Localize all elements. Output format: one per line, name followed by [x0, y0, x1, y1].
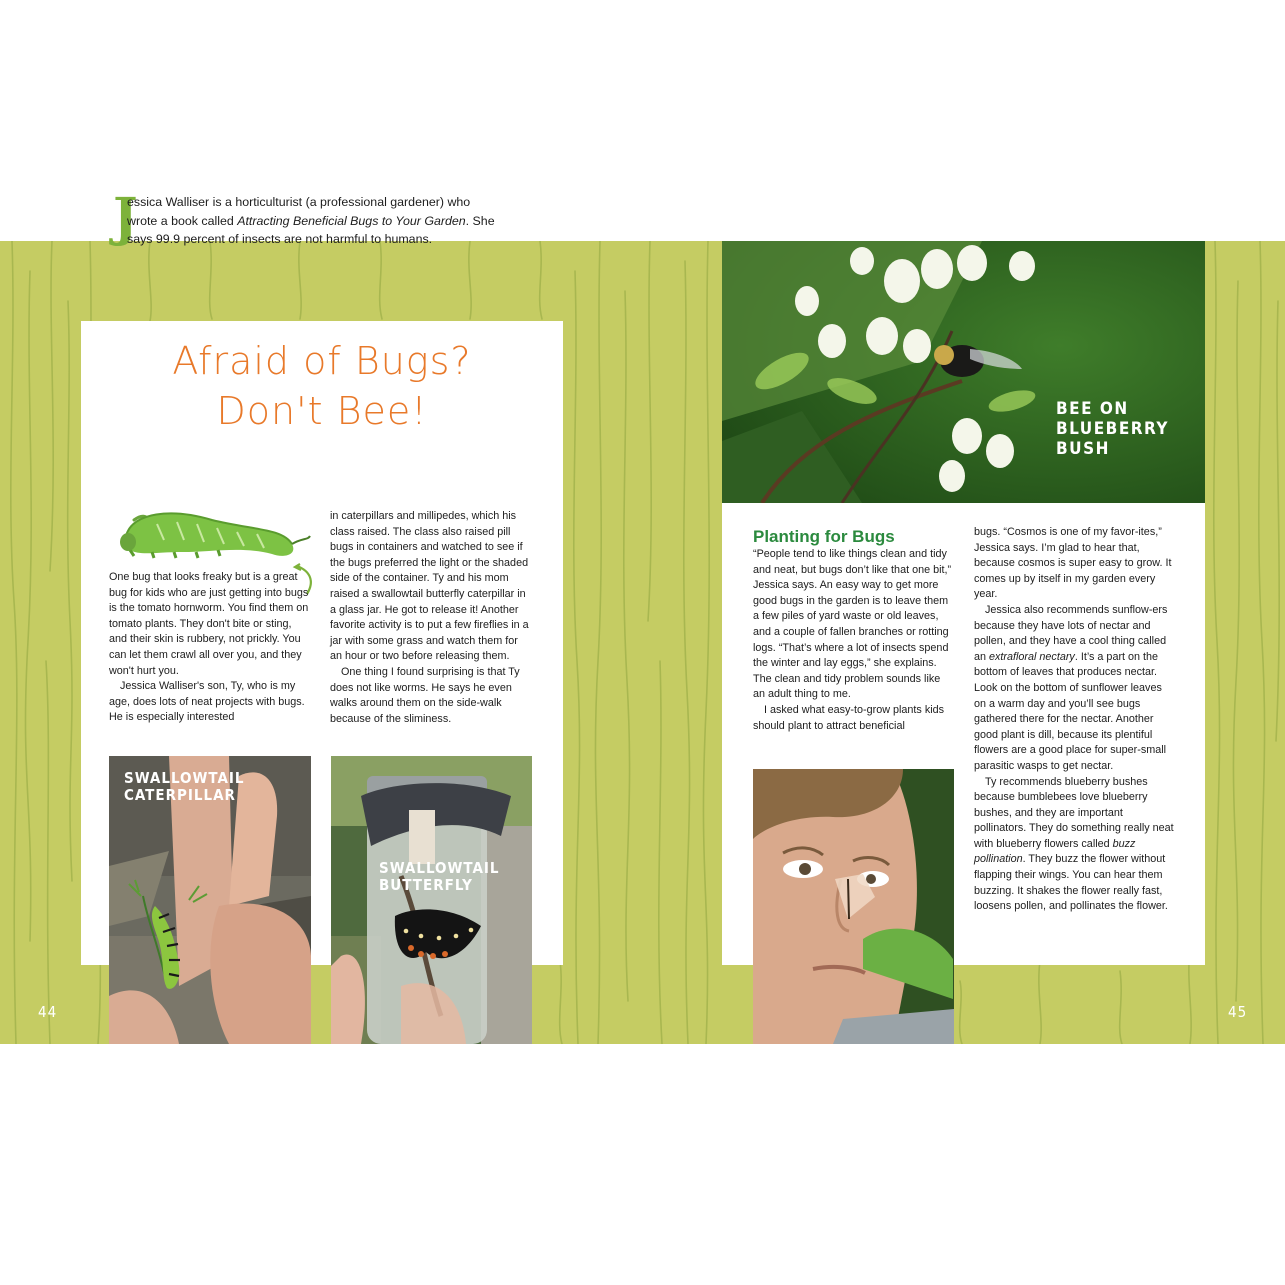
text: . They buzz the flower without flapping their wings. You can hear them buzzing. It shakes the flower really fast, loosens pollen, and pollinates the flower.: [974, 853, 1168, 913]
paragraph: One thing I found surprising is that Ty does not like worms. He says he even walks around them on the side-walk because of the sliminess.: [330, 665, 520, 725]
bee-caption: [1056, 399, 1169, 459]
paragraph: in caterpillars and millipedes, which his class raised. The class also raised pill bugs in containers and watched to see if the bugs preferred the light or the shaded side of the container. Ty and his mom raised a swallowtail butterfly caterpillar in a glass jar. He got to release it! Another favorite activity is to put a few fireflies in a jar with some grass and watch them for an hour or two before releasing them.: [330, 510, 529, 663]
caption-line: CATERPILLAR: [124, 786, 236, 804]
text: . It’s a part on the bottom of leaves that produces nectar. Look on the bottom of sunflower leaves on a warm day and you’ll see bugs gathered there for the nectar. Another good plant is dill, because its plentiful flowers are a good place for super-small parasitic wasps to get nectar.: [974, 650, 1167, 772]
caterpillar-photo: [109, 756, 311, 1044]
right-column-1: [753, 547, 953, 734]
text: Jessica also recommends sunflow-ers because they have lots of nectar and pollen, and they have a cool thing called an: [974, 603, 1168, 663]
butterfly-caption: [379, 860, 500, 894]
intro-paragraph: [127, 193, 522, 249]
book-title: Attracting Beneficial Bugs to Your Garden: [237, 213, 466, 228]
paragraph: “People tend to like things clean and tidy and neat, but bugs don’t like that one bit,” Jessica says. An easy way to get more good bugs in the garden is to leave them a few piles of yard waste or old leaves, and a couple of fallen branches or rotting logs. “That’s where a lot of insects spend the winter and lay eggs,” she explains. The clean and tidy problem sounds like an adult thing to me.: [753, 548, 952, 701]
right-column-2: [974, 525, 1176, 915]
italic-term: buzz pollination: [974, 837, 1136, 866]
text: Ty recommends blueberry bushes because bumblebees love blueberry bushes, and they are important pollinators. They do something really neat with blueberry flowers called: [974, 775, 1174, 850]
bee-blueberry-photo: [722, 241, 1205, 503]
article-title-line1: Afraid of Bugs?: [172, 339, 472, 383]
article-title-line2: Don't Bee!: [216, 389, 428, 433]
intro-text: wrote a book called: [127, 213, 238, 228]
caption-line: BUTTERFLY: [379, 876, 473, 894]
paragraph: [974, 603, 1176, 775]
butterfly-jar-photo: [331, 756, 532, 1044]
left-column-2: [330, 509, 530, 727]
caption-line: BEE ON: [1056, 399, 1129, 419]
paragraph: Jessica Walliser's son, Ty, who is my age, does lots of neat projects with bugs. He is especially interested: [109, 680, 305, 724]
caption-line: SWALLOWTAIL: [379, 859, 500, 877]
intro-line-1: essica Walliser is a horticulturist (a professional gardener) who: [127, 195, 471, 209]
page-number-right: 45: [1228, 1003, 1248, 1021]
boy-butterfly-photo: [753, 769, 954, 1044]
caption-line: SWALLOWTAIL: [124, 769, 245, 787]
italic-term: extrafloral nectary: [989, 650, 1075, 663]
intro-line-2: [127, 212, 522, 231]
paragraph: One bug that looks freaky but is a great bug for kids who are just getting into bugs is the tomato hornworm. You find them on tomato plants. They don't bite or sting, and their skin is rubbery, not prickly. You can let them crawl all over you, and they won't hurt you.: [109, 571, 309, 677]
page-number-left: 44: [38, 1003, 58, 1021]
paragraph: I asked what easy-to-grow plants kids should plant to attract beneficial: [753, 703, 945, 732]
drop-cap: J: [113, 187, 138, 248]
section-title: Planting for Bugs: [753, 527, 895, 546]
intro-line-3: says 99.9 percent of insects are not harmful to humans.: [127, 232, 433, 247]
caption-line: BLUEBERRY: [1056, 419, 1169, 439]
paragraph: bugs. “Cosmos is one of my favor-ites,” Jessica says. I’m glad to hear that, because cosmos is super easy to grow. It comes up by itself in my garden every year.: [974, 526, 1172, 601]
left-column-1: [109, 570, 309, 726]
caterpillar-caption: [124, 770, 245, 804]
paragraph: [974, 775, 1176, 915]
intro-text: . She: [465, 213, 495, 228]
caption-line: BUSH: [1056, 439, 1110, 459]
